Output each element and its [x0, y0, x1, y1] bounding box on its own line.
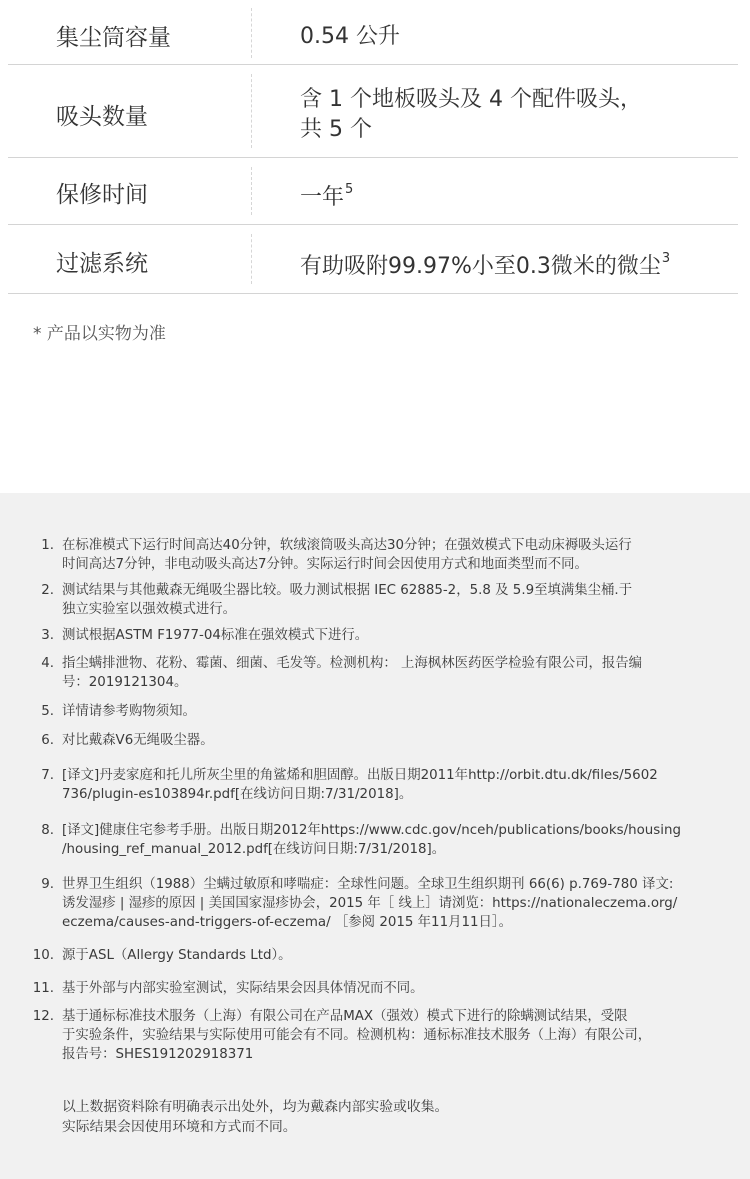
footnote-ref: 5 [345, 182, 354, 197]
product-note: * 产品以实物为准 [33, 324, 166, 344]
spec-label: 保修时间 [56, 182, 148, 208]
spec-value [300, 244, 670, 282]
spec-label: 过滤系统 [56, 251, 148, 277]
spec-value [300, 85, 642, 145]
footnote-text [62, 702, 732, 721]
footnote-text [62, 1007, 732, 1064]
spec-divider [251, 234, 252, 284]
footnote-text [62, 654, 732, 692]
footnote-line: [译文]丹麦家庭和托儿所灰尘里的角鲨烯和胆固醇。出版日期2011年http://orbit.dtu.dk/files/5602 [62, 768, 658, 783]
spec-value-line: 含 1 个地板吸头及 4 个配件吸头， [300, 87, 642, 112]
spec-divider [251, 8, 252, 58]
closing-statement [62, 1097, 448, 1137]
footnote-line: 世界卫生组织（1988）尘螨过敏原和哮喘症：全球性问题。全球卫生组织期刊 66(6) p.769-780 译文: [62, 877, 674, 892]
spec-value [300, 175, 353, 213]
footnote-text [62, 731, 732, 750]
spec-label: 集尘筒容量 [56, 25, 171, 51]
footnote-line: 736/plugin-es103894r.pdf[在线访问日期:7/31/2018]。 [62, 787, 413, 802]
footnote-line: [译文]健康住宅参考手册。出版日期2012年https://www.cdc.gov/nceh/publications/books/housing [62, 823, 681, 838]
spec-row-nozzle-count [8, 65, 738, 158]
footnote-text [62, 536, 732, 574]
footnote-number: 2. [41, 583, 54, 598]
footnote-text [62, 875, 732, 932]
spec-label: 吸头数量 [56, 104, 148, 130]
footnote-number: 7. [41, 768, 54, 783]
footnote-line: eczema/causes-and-triggers-of-eczema/ ［参阅 2015 年11月11日］。 [62, 915, 512, 930]
footnotes-section [0, 493, 750, 1179]
footnote-text [62, 581, 732, 619]
footnote-line: 基于外部与内部实验室测试，实际结果会因具体情况而不同。 [62, 981, 424, 996]
footnote-line: 详情请参考购物须知。 [62, 704, 196, 719]
footnote-line: 测试结果与其他戴森无绳吸尘器比较。吸力测试根据 IEC 62885-2，5.8 及 5.9至填满集尘桶.于 [62, 583, 633, 598]
footnote-number: 6. [41, 733, 54, 748]
footnote-text [62, 766, 732, 804]
footnote-text [62, 979, 732, 998]
footnote-line: 于实验条件，实验结果与实际使用可能会有不同。检测机构：通标标准技术服务（上海）有限公司， [62, 1028, 652, 1043]
footnote-line: 在标准模式下运行时间高达40分钟，软绒滚筒吸头高达30分钟；在强效模式下电动床褥吸头运行 [62, 538, 632, 553]
closing-line: 实际结果会因使用环境和方式而不同。 [62, 1119, 297, 1135]
footnote-ref: 3 [661, 251, 671, 266]
footnote-number: 3. [41, 628, 54, 643]
footnote-text [62, 821, 732, 859]
footnote-number: 11. [32, 981, 54, 996]
spec-value-line: 0.54 公升 [300, 24, 400, 49]
footnote-number: 8. [41, 823, 54, 838]
spec-divider [251, 74, 252, 148]
spec-divider [251, 167, 252, 215]
footnote-line: 独立实验室以强效模式进行。 [62, 602, 237, 617]
footnote-line: 诱发湿疹 | 湿疹的原因 | 美国国家湿疹协会，2015 年［ 线上］请浏览：https://nationaleczema.org/ [62, 896, 678, 911]
footnote-line: 报告号：SHES191202918371 [62, 1047, 254, 1062]
closing-line: 以上数据资料除有明确表示出处外，均为戴森内部实验或收集。 [62, 1099, 449, 1115]
footnote-number: 9. [41, 877, 54, 892]
spec-row-warranty [8, 158, 738, 225]
spec-value [300, 22, 400, 52]
footnote-number: 1. [41, 538, 54, 553]
footnote-line: 测试根据ASTM F1977-04标准在强效模式下进行。 [62, 628, 369, 643]
footnote-number: 5. [41, 704, 54, 719]
footnote-line: 源于ASL（Allergy Standards Ltd）。 [62, 948, 292, 963]
footnote-line: 指尘螨排泄物、花粉、霉菌、细菌、毛发等。检测机构： 上海枫林医药医学检验有限公司，报告编 [62, 656, 643, 671]
spec-row-dustbin-capacity [8, 0, 738, 65]
footnote-line: 时间高达7分钟，非电动吸头高达7分钟。实际运行时间会因使用方式和地面类型而不同。 [62, 557, 588, 572]
spec-value-line: 共 5 个 [300, 117, 372, 142]
footnote-number: 10. [32, 948, 54, 963]
footnote-line: 对比戴森V6无绳吸尘器。 [62, 733, 214, 748]
footnote-line: 基于通标标准技术服务（上海）有限公司在产品MAX（强效）模式下进行的除螨测试结果，受限 [62, 1009, 628, 1024]
spec-value-line: 一年 [300, 185, 345, 210]
footnote-line: 号：2019121304。 [62, 675, 188, 690]
footnote-text [62, 946, 732, 965]
spec-value-line: 有助吸附99.97%小至0.3微米的微尘 [300, 254, 661, 279]
footnote-text [62, 626, 732, 645]
footnote-line: /housing_ref_manual_2012.pdf[在线访问日期:7/31/2018]。 [62, 842, 446, 857]
footnote-number: 12. [32, 1009, 54, 1024]
footnote-number: 4. [41, 656, 54, 671]
spec-row-filtration [8, 225, 738, 294]
